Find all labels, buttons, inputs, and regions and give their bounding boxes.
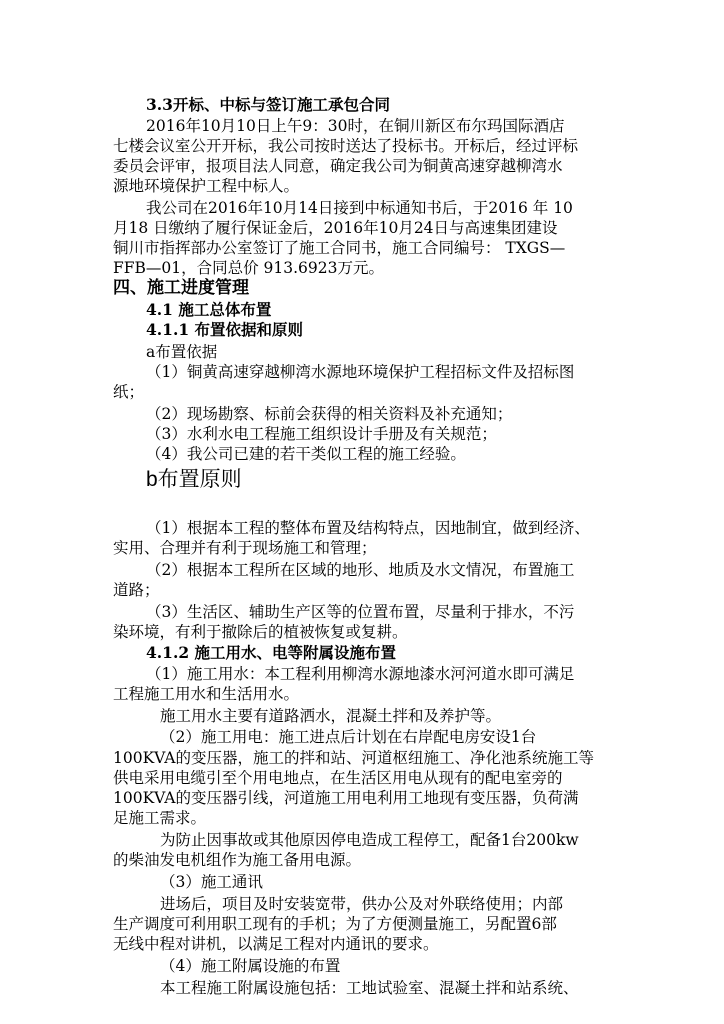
paragraph-line: 进场后，项目及时安装宽带，供办公及对外联络使用；内部: [160, 895, 564, 913]
list-item: 道路；: [113, 581, 160, 599]
list-item: 实用、合理并有利于现场施工和管理；: [113, 539, 377, 557]
paragraph-line: 源地环境保护工程中标人。: [113, 177, 300, 195]
paragraph-line: 本工程施工附属设施包括：工地试验室、混凝土拌和站系统、: [160, 979, 579, 997]
list-item: （1）根据本工程的整体布置及结构特点，因地制宜，做到经济、: [146, 519, 590, 537]
paragraph-line: 足施工需求。: [113, 809, 207, 827]
list-item: 纸；: [113, 383, 145, 401]
paragraph-line: FFB—01，合同总价 913.6923万元。: [113, 259, 385, 277]
subsection-label: （4）施工附属设施的布置: [160, 957, 341, 975]
paragraph-line: 100KVA的变压器，施工的拌和站、河道枢纽施工、净化池系统施工等: [113, 749, 595, 767]
subsection-label-b: b布置原则: [146, 468, 242, 491]
section-heading-4-1-2: 4.1.2 施工用水、电等附属设施布置: [146, 643, 397, 662]
list-item: （4）我公司已建的若干类似工程的施工经验。: [146, 445, 466, 463]
section-heading-4-1: 4.1 施工总体布置: [146, 300, 272, 319]
section-heading-4-1-1: 4.1.1 布置依据和原则: [146, 320, 304, 339]
paragraph-line: 委员会评审，报项目法人同意，确定我公司为铜黄高速穿越柳湾水: [113, 157, 563, 175]
paragraph-line: （2）施工用电：施工进点后计划在右岸配电房安设1台: [160, 728, 537, 746]
list-item: （3）水利水电工程施工组织设计手册及有关规范；: [146, 425, 497, 443]
paragraph-line: 无线中程对讲机，以满足工程对内通讯的要求。: [113, 935, 439, 953]
subsection-label-a: a布置依据: [146, 343, 218, 361]
paragraph-line: 七楼会议室公开开标，我公司按时送达了投标书。开标后，经过评标: [113, 137, 579, 155]
paragraph-line: 的柴油发电机组作为施工备用电源。: [113, 851, 362, 869]
paragraph-line: 工程施工用水和生活用水。: [113, 685, 300, 703]
list-item: 染环境，有利于撤除后的植被恢复或复耕。: [113, 623, 408, 641]
paragraph-line: （1）施工用水：本工程利用柳湾水源地漆水河河道水即可满足: [146, 665, 575, 683]
chapter-heading: 四、施工进度管理: [113, 278, 249, 298]
list-item: （2）现场勘察、标前会获得的相关资料及补充通知；: [146, 405, 513, 423]
list-item: （1）铜黄高速穿越柳湾水源地环境保护工程招标文件及招标图: [146, 363, 575, 381]
subsection-label: （3）施工通讯: [160, 873, 263, 891]
paragraph-line: 施工用水主要有道路洒水，混凝土拌和及养护等。: [160, 707, 502, 725]
list-item: （2）根据本工程所在区域的地形、地质及水文情况，布置施工: [146, 561, 575, 579]
paragraph-line: 为防止因事故或其他原因停电造成工程停工，配备1台200kw: [160, 831, 579, 849]
paragraph-line: 生产调度可利用职工现有的手机；为了方便测量施工，另配置6部: [113, 915, 557, 933]
paragraph-line: 月18 日缴纳了履行保证金后，2016年10月24日与高速集团建设: [113, 219, 558, 237]
paragraph-line: 2016年10月10日上午9：30时，在铜川新区布尔玛国际酒店: [146, 117, 565, 135]
section-heading-3-3: 3.3开标、中标与签订施工承包合同: [146, 95, 390, 114]
paragraph-line: 铜川市指挥部办公室签订了施工合同书，施工合同编号： TXGS—: [113, 239, 566, 257]
list-item: （3）生活区、辅助生产区等的位置布置，尽量利于排水，不污: [146, 603, 575, 621]
paragraph-line: 我公司在2016年10月14日接到中标通知书后，于2016 年 10: [146, 199, 573, 217]
paragraph-line: 100KVA的变压器引线，河道施工用电利用工地现有变压器，负荷满: [113, 789, 579, 807]
paragraph-line: 供电采用电缆引至个用电地点，在生活区用电从现有的配电室旁的: [113, 769, 563, 787]
